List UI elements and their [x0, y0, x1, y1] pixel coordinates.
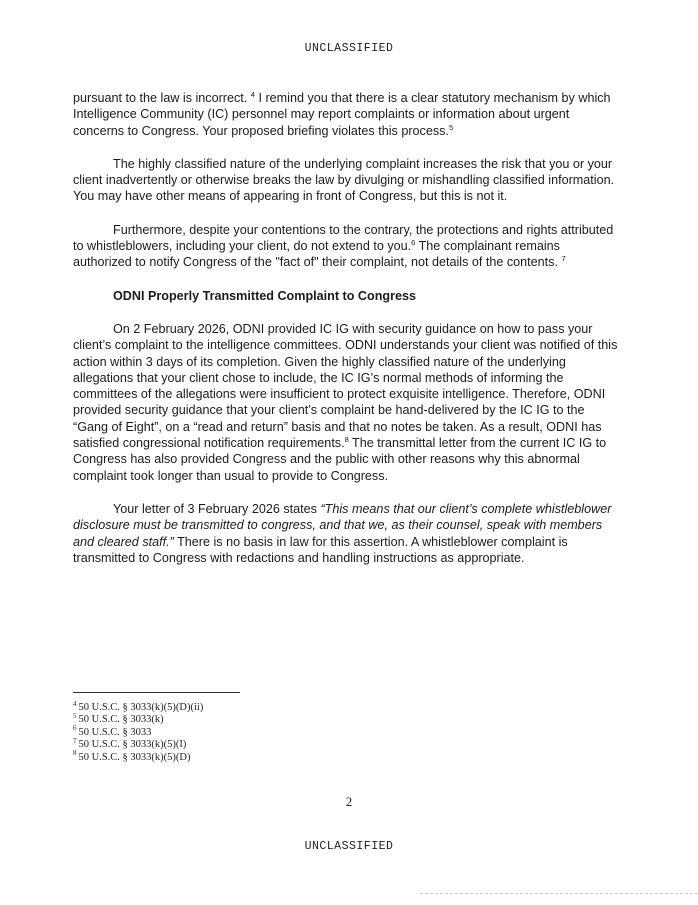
footnote: $^6$ 50 U.S.C. § 3033	[73, 724, 152, 738]
paragraph-2: The highly classified nature of the underlying complaint increases the risk that you or your client inadvertently or otherwise breaks the law by divulging or mishandling classified information. You may have other means of appearing in front of Congress, but this is not it.	[73, 156, 615, 204]
classification-header: UNCLASSIFIED	[304, 42, 394, 55]
section-heading: ODNI Properly Transmitted Complaint to Congress	[113, 288, 416, 303]
quoted-statement: “This means that our client’s complete whistleblower disclosure must be transmitted to congress, and that we, as their counsel, speak with members and cleared staff.”	[73, 501, 612, 549]
paragraph-1: pursuant to the law is incorrect. $^4$ I remind you that there is a clear statutory mechanism by which Intelligence Community (IC) personnel may report complaints or information about urgent concerns to Congress. Your proposed briefing violates this process.$^5$	[73, 89, 611, 138]
footnote: $^8$ 50 U.S.C. § 3033(k)(5)(D)	[73, 749, 191, 763]
scan-edge-line	[420, 893, 698, 894]
footnote-ref-4: 4	[250, 89, 255, 99]
footnote-ref-6: 6	[411, 237, 416, 247]
page-number: 2	[345, 794, 353, 809]
paragraph-5: Your letter of 3 February 2026 states “This means that our client’s complete whistleblower disclosure must be transmitted to congress, and that we, as their counsel, speak with members and cleared staff.” There is no basis in law for this assertion. A whistleblower complaint is transmitted to Congress with redactions and handling instructions as appropriate.	[73, 501, 612, 565]
paragraph-4: On 2 February 2026, ODNI provided IC IG with security guidance on how to pass your client’s complaint to the intelligence committees. ODNI understands your client was notified of this action within 3 days of its completion. Given the highly classified nature of the underlying allegations that your client chose to include, the IC IG’s normal methods of informing the committees of the allegations were insufficient to protect exquisite intelligence. Therefore, ODNI provided security guidance that your client’s complaint be hand-delivered by the IC IG to the “Gang of Eight”, on a “read and return” basis and that no notes be taken. As a result, ODNI has satisfied congressional notification requirements.$^8$ The transmittal letter from the current IC IG to Congress has also provided Congress and the public with other reasons why this abnormal complaint took longer than usual to provide to Congress.	[73, 321, 618, 483]
footnote-ref-8: 8	[344, 434, 349, 444]
footnote-divider	[73, 692, 240, 693]
footnote: $^7$ 50 U.S.C. § 3033(k)(5)(I)	[73, 736, 187, 751]
paragraph-3: Furthermore, despite your contentions to the contrary, the protections and rights attributed to whistleblowers, including your client, do not extend to you.$^6$ The complainant remains authorized to notify Congress of the "fact of" their complaint, not details of the contents. $^7$	[73, 222, 614, 270]
classification-footer: UNCLASSIFIED	[304, 840, 394, 853]
letter-body	[73, 90, 618, 583]
footnote: $^5$ 50 U.S.C. § 3033(k)	[73, 711, 164, 726]
footnotes	[73, 699, 204, 764]
footnote-ref-7: 7	[561, 254, 566, 264]
footnote-ref-5: 5	[448, 122, 454, 132]
footnote: $^4$ 50 U.S.C. § 3033(k)(5)(D)(ii)	[73, 699, 204, 713]
